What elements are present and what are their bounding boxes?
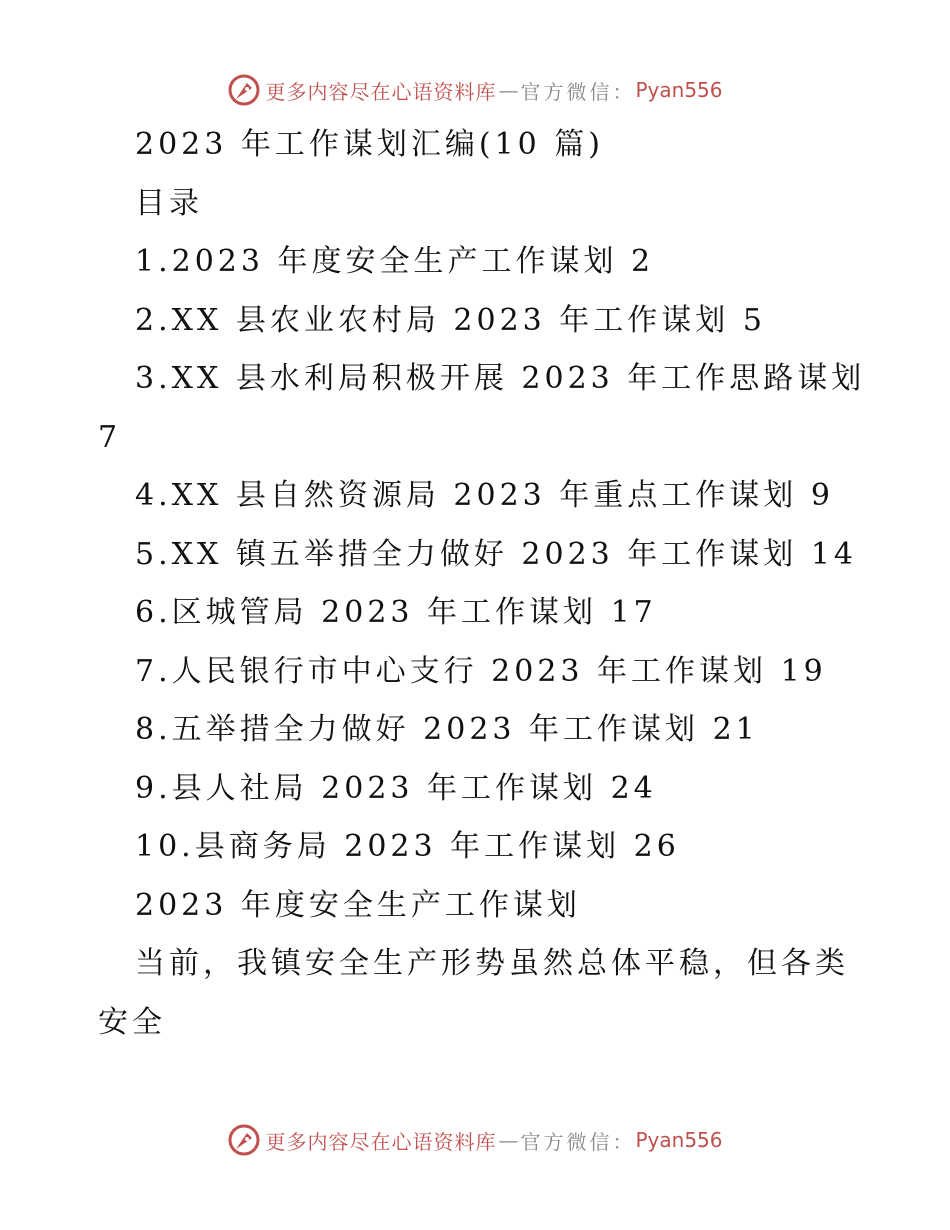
pen-nib-logo-icon [227,1123,261,1157]
watermark-dash: — [498,78,519,102]
body-paragraph-continuation: 安全 [98,1004,166,1040]
body-paragraph-line: 当前，我镇安全生产形势虽然总体平稳，但各类 [135,946,849,981]
toc-item-9: 9.县人社局 2023 年工作谋划 24 [135,770,657,806]
pen-nib-logo-icon [227,73,261,107]
header-watermark [0,70,950,110]
toc-item-4: 4.XX 县自然资源局 2023 年重点工作谋划 9 [135,478,834,513]
watermark-wechat-label: 官方微信： [520,79,636,104]
watermark-text: 更多内容尽在心语资料库 [265,1129,497,1154]
watermark-wechat-id: Pyan556 [635,78,723,102]
section-title: 2023 年度安全生产工作谋划 [135,887,581,923]
toc-item-3: 3.XX 县水利局积极开展 2023 年工作思路谋划 [135,361,866,396]
toc-item-10: 10.县商务局 2023 年工作谋划 26 [135,829,680,864]
footer-watermark [0,1120,950,1160]
toc-item-2: 2.XX 县农业农村局 2023 年工作谋划 5 [135,302,766,338]
watermark-text: 更多内容尽在心语资料库 [265,79,497,104]
toc-heading: 目录 [135,185,203,221]
toc-item-8: 8.五举措全力做好 2023 年工作谋划 21 [135,712,759,747]
toc-item-1: 1.2023 年度安全生产工作谋划 2 [135,244,655,279]
document-title: 2023 年工作谋划汇编(10 篇) [135,127,605,162]
watermark-wechat-label: 官方微信： [520,1129,636,1154]
toc-item-7: 7.人民银行市中心支行 2023 年工作谋划 19 [135,653,827,689]
toc-item-5: 5.XX 镇五举措全力做好 2023 年工作谋划 14 [135,536,858,572]
watermark-wechat-id: Pyan556 [635,1128,723,1152]
document-body [0,116,950,1052]
toc-item-6: 6.区城管局 2023 年工作谋划 17 [135,595,657,630]
watermark-dash: — [498,1128,519,1152]
toc-item-3-page: 7 [98,419,122,455]
